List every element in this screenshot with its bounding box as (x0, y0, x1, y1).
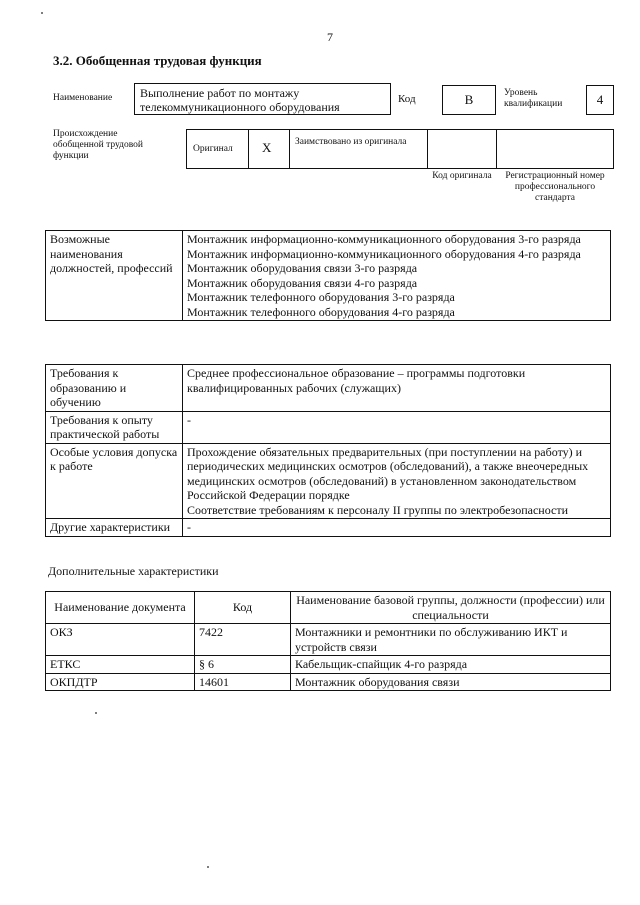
original-mark: X (262, 140, 272, 155)
position-item: Монтажник информационно-коммуникационного оборудования 4-го разряда (187, 246, 581, 261)
requirement-value: Среднее профессиональное образование – программы подготовки квалифицированных рабочих (служащих) (183, 365, 611, 412)
code-cell: § 6 (195, 656, 291, 674)
column-header-document: Наименование документа (46, 592, 195, 624)
position-item: Монтажник информационно-коммуникационного оборудования 3-го разряда (187, 232, 581, 246)
position-item: Монтажник оборудования связи 3-го разряда (187, 261, 418, 275)
positions-label: Возможные наименования должностей, профессий (46, 231, 183, 321)
requirement-label: Особые условия допуска к работе (46, 443, 183, 519)
requirement-value: Прохождение обязательных предварительных (при поступлении на работу) и периодических медицинских осмотров (обследований), а также внеочередных медицинских осмотров (обследований) в установленном законодательством Российской Федерации порядке (187, 444, 589, 502)
requirements-row (46, 365, 611, 412)
page-number: 7 (327, 30, 333, 44)
requirement-value: - (183, 519, 611, 537)
requirement-value-block (183, 443, 611, 519)
borrowed-label: Заимствовано из оригинала (295, 137, 407, 147)
table-row (46, 673, 611, 691)
name-cell: Кабельщик-спайщик 4-го разряда (291, 656, 611, 674)
positions-row (46, 231, 611, 321)
requirements-table (45, 364, 611, 537)
column-header-code: Код (195, 592, 291, 624)
requirements-row (46, 411, 611, 443)
additional-header-row (46, 592, 611, 624)
level-label: Уровень квалификации (504, 88, 563, 109)
requirement-label: Требования к опыту практической работы (46, 411, 183, 443)
requirement-value-extra: Соответствие требованиям к персоналу II группы по электробезопасности (187, 502, 569, 517)
additional-title: Дополнительные характеристики (48, 564, 219, 578)
position-item: Монтажник оборудования связи 4-го разряда (187, 275, 418, 290)
code-original-caption: Код оригинала (432, 171, 492, 181)
additional-table (45, 591, 611, 691)
code-box (442, 85, 496, 115)
table-row (46, 656, 611, 674)
doc-cell: ОКЗ (46, 624, 195, 656)
origin-label: Происхождение обобщенной трудовой функции (53, 129, 143, 161)
requirement-label: Другие характеристики (46, 519, 183, 537)
level-box (586, 85, 614, 115)
code-cell: 7422 (195, 624, 291, 656)
origin-box (186, 129, 614, 169)
scan-speck (95, 712, 97, 714)
code-label: Код (398, 93, 416, 105)
requirements-row (46, 443, 611, 519)
name-cell: Монтажник оборудования связи (291, 673, 611, 691)
positions-table (45, 230, 611, 321)
origin-divider-2 (289, 129, 290, 169)
origin-divider-3 (427, 129, 428, 169)
code-value: B (464, 92, 474, 107)
section-title: 3.2. Обобщенная трудовая функция (53, 53, 262, 68)
scan-speck (207, 866, 209, 868)
function-name-box (134, 83, 391, 115)
scan-speck (41, 12, 43, 14)
doc-cell: ЕТКС (46, 656, 195, 674)
level-value: 4 (596, 92, 604, 107)
doc-cell: ОКПДТР (46, 673, 195, 691)
table-row (46, 624, 611, 656)
original-label: Оригинал (193, 144, 233, 154)
code-cell: 14601 (195, 673, 291, 691)
requirement-label: Требования к образованию и обучению (46, 365, 183, 412)
reg-number-caption: Регистрационный номер профессионального стандарта (505, 171, 605, 203)
requirements-row (46, 519, 611, 537)
name-label: Наименование (53, 93, 113, 103)
requirement-value: - (183, 411, 611, 443)
origin-divider-1 (248, 129, 249, 169)
column-header-name: Наименование базовой группы, должности (профессии) или специальности (291, 592, 611, 624)
position-item: Монтажник телефонного оборудования 3-го разряда (187, 290, 455, 304)
origin-divider-4 (496, 129, 497, 169)
positions-list (183, 231, 611, 321)
function-name-value: Выполнение работ по монтажу телекоммуникационного оборудования (140, 86, 340, 114)
position-item: Монтажник телефонного оборудования 4-го разряда (187, 304, 455, 319)
name-cell: Монтажники и ремонтники по обслуживанию ИКТ и устройств связи (291, 624, 611, 656)
